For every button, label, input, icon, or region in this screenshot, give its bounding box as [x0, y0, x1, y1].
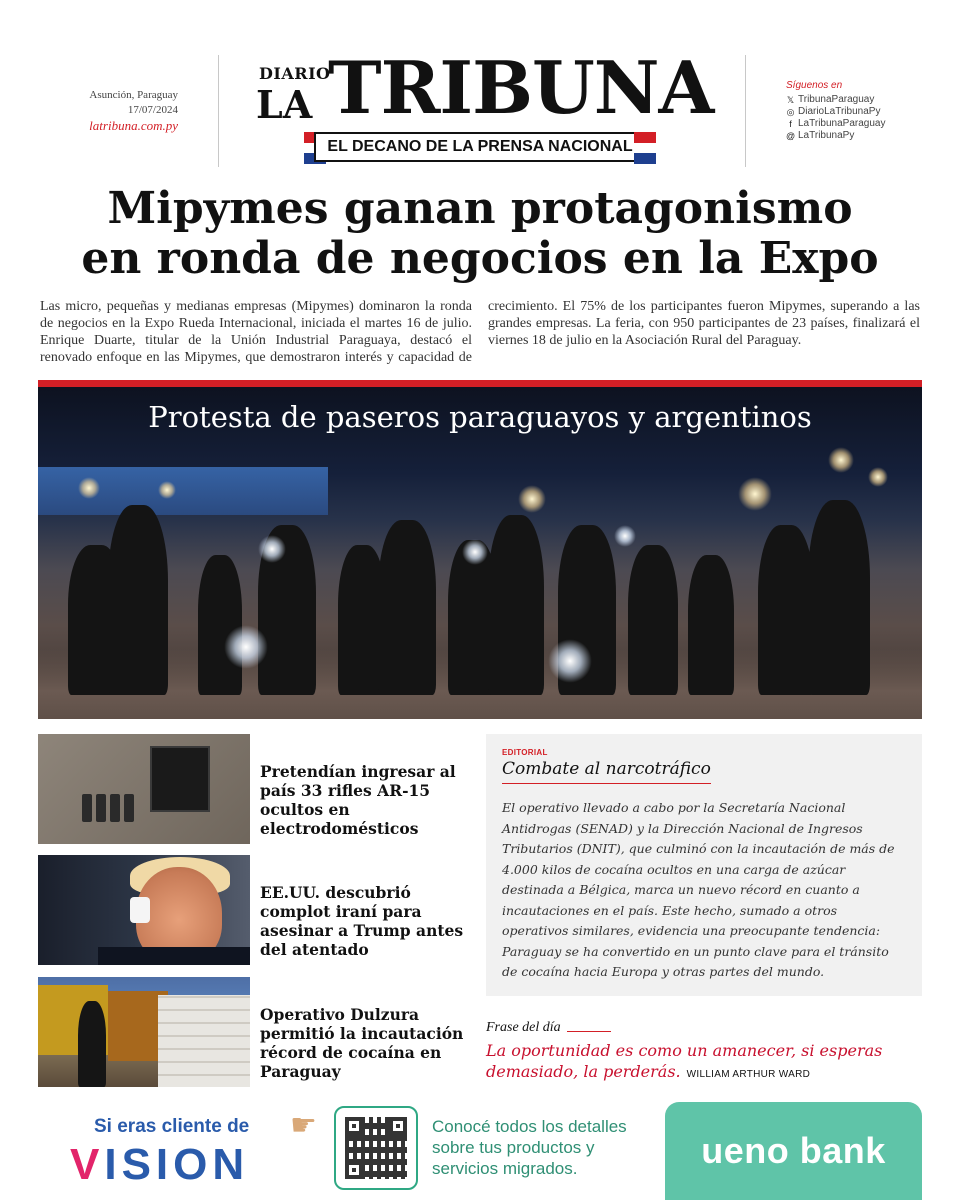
- headline-line-2: en ronda de negocios en la Expo: [81, 233, 879, 284]
- brief-title: EE.UU. descubrió complot iraní para asesinar a Trump antes del atentado: [260, 883, 464, 959]
- pointing-hand-icon: ☛: [290, 1108, 317, 1143]
- tagline-band: [304, 132, 656, 172]
- editorial-title[interactable]: Combate al narcotráfico: [502, 759, 711, 784]
- ueno-bank-logo[interactable]: ueno bank: [665, 1102, 922, 1200]
- paraguay-flag-icon: [634, 132, 656, 164]
- facebook-icon: f: [789, 119, 792, 129]
- edition-info: [40, 88, 178, 133]
- x-icon: 𝕏: [786, 95, 795, 105]
- vision-logo-v: V: [70, 1140, 105, 1189]
- quote-text: [486, 1040, 922, 1085]
- qr-pattern: [345, 1117, 407, 1179]
- brief-thumbnail: [38, 734, 250, 844]
- social-instagram[interactable]: [786, 106, 936, 118]
- quote-label: [486, 1020, 922, 1036]
- qr-code[interactable]: [334, 1106, 418, 1190]
- headline-line-1: Mipymes ganan protagonismo: [107, 183, 853, 234]
- quote-body: La oportunidad es como un amanecer, si esperas demasiado, la perderás.: [486, 1041, 883, 1081]
- website-link[interactable]: latribuna.com.py: [89, 118, 178, 133]
- hero-photo[interactable]: [38, 387, 922, 719]
- vision-logo-rest: ISION: [104, 1140, 250, 1189]
- vision-logo: [70, 1140, 249, 1190]
- threads-icon: @: [786, 131, 796, 141]
- hero-caption: Protesta de paseros paraguayos y argentinos: [148, 400, 812, 434]
- editorial-box: [486, 734, 922, 996]
- masthead-divider-left: [218, 55, 219, 167]
- tagline: EL DECANO DE LA PRENSA NACIONAL: [314, 132, 646, 162]
- quote-label-text: Frase del día: [486, 1020, 561, 1035]
- masthead: [0, 0, 960, 180]
- instagram-icon: ◎: [786, 107, 795, 117]
- brief-thumbnail: [38, 977, 250, 1087]
- brief-thumbnail: [38, 855, 250, 965]
- social-handle: DiarioLaTribunaPy: [798, 106, 881, 117]
- quote-author: WILLIAM ARTHUR WARD: [686, 1069, 811, 1080]
- social-handle: LaTribunaPy: [798, 130, 855, 141]
- social-handle: LaTribunaParaguay: [798, 118, 886, 129]
- social-handle: TribunaParaguay: [798, 94, 875, 105]
- brief-title: Pretendían ingresar al país 33 rifles AR-15 ocultos en electrodomésticos: [260, 762, 456, 838]
- quote-of-the-day: [486, 1020, 922, 1085]
- social-facebook[interactable]: [786, 118, 936, 130]
- social-threads[interactable]: [786, 130, 936, 142]
- brief-rifles[interactable]: [38, 734, 478, 844]
- editorial-kicker: EDITORIAL: [502, 748, 548, 757]
- logo-tribuna: TRIBUNA: [328, 45, 714, 130]
- ad-banner[interactable]: [0, 1100, 960, 1200]
- brief-trump[interactable]: [38, 855, 478, 965]
- follow-label: Síguenos en: [786, 80, 843, 91]
- lead-headline[interactable]: [20, 184, 940, 284]
- brief-cocaine[interactable]: [38, 977, 478, 1087]
- crowd: [38, 495, 922, 695]
- social-links: [786, 80, 936, 142]
- ad-info-text: Conocé todos los detalles sobre tus productos y servicios migrados.: [432, 1117, 627, 1178]
- edition-date: 17/07/2024: [127, 104, 178, 116]
- ad-cliente-text: Si eras cliente de: [94, 1116, 250, 1137]
- lead-summary: Las micro, pequeñas y medianas empresas (Mipymes) dominaron la ronda de negocios en la Expo Rueda Internacional, iniciada el martes 16 de julio. Enrique Duarte, titular de la Unión Industrial Paraguaya, destacó el renovado enfoque en las Mipymes, que demostraron interés y capacidad de crecimiento. El 75% de los participantes fueron Mipymes, superando a las grandes empresas. La feria, con 950 participantes de 23 países, finalizará el viernes 18 de julio en la Asociación Rural del Paraguay.: [40, 299, 920, 365]
- hero-accent-bar: [38, 380, 922, 387]
- brief-title: Operativo Dulzura permitió la incautación récord de cocaína en Paraguay: [260, 1005, 464, 1081]
- newspaper-logo[interactable]: [256, 45, 716, 176]
- logo-la: LA: [256, 82, 313, 127]
- logo-diario: DIARIO: [259, 64, 331, 83]
- location: Asunción, Paraguay: [89, 89, 178, 101]
- masthead-divider-right: [745, 55, 746, 167]
- quote-label-rule: [567, 1031, 611, 1032]
- editorial-body: El operativo llevado a cabo por la Secretaría Nacional Antidrogas (SENAD) y la Dirección Nacional de Ingresos Tributarios (DNIT), que culminó con la incautación de más de 4.000 kilos de cocaína ocultos en una carga de azúcar destinada a Bélgica, marca un nuevo récord en cuanto a incautaciones en el país. Este hecho, sumado a otros operativos similares, evidencia una preocupante tendencia: Paraguay se ha convertido en un punto clave para el tránsito de cocaína hacia Europa y otras partes del mundo.: [502, 800, 895, 979]
- social-x[interactable]: [786, 94, 936, 106]
